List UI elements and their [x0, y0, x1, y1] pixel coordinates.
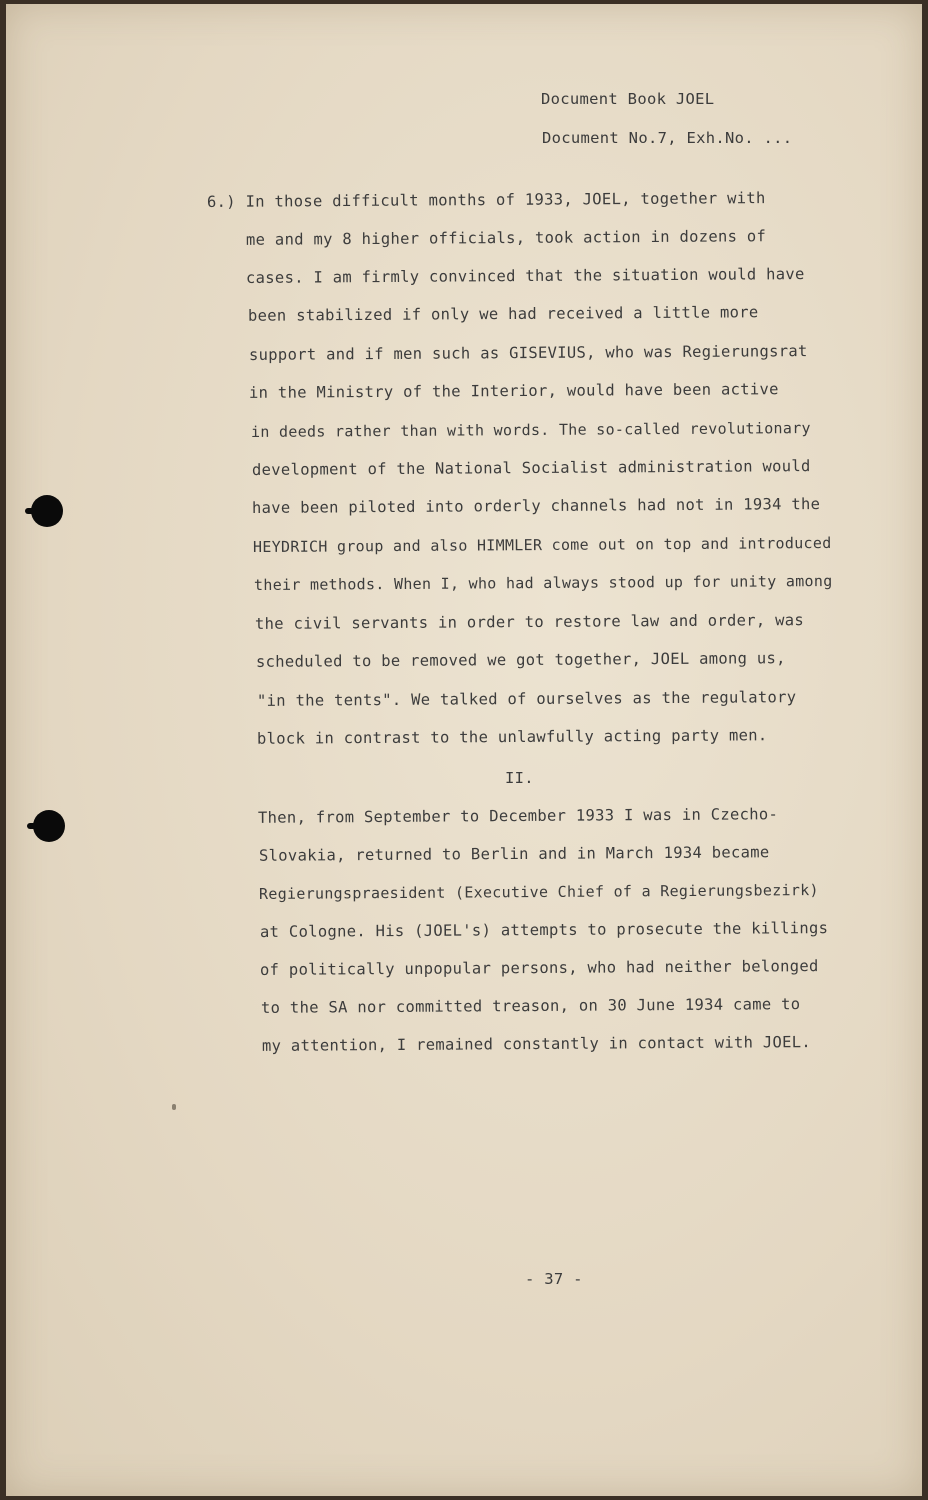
text-line: have been piloted into orderly channels had not in 1934 the: [251, 495, 821, 517]
text-line: in the Ministry of the Interior, would have been active: [248, 380, 779, 402]
text-line: block in contrast to the unlawfully acting party men.: [256, 726, 768, 748]
text-line: in deeds rather than with words. The so-called revolutionary: [250, 419, 811, 441]
header-document-number: Document No.7, Exh.No. ...: [542, 129, 793, 147]
text-line: "in the tents". We talked of ourselves as the regulatory: [256, 688, 797, 710]
text-line: scheduled to be removed we got together, JOEL among us,: [255, 649, 786, 671]
text-line: been stabilized if only we had received a little more: [247, 303, 759, 325]
section-heading: II.: [505, 769, 534, 787]
text-line: Regierungspraesident (Executive Chief of a Regierungsbezirk): [258, 881, 819, 903]
text-line: 6.) In those difficult months of 1933, JOEL, together with: [206, 189, 766, 211]
punch-hole: [31, 495, 63, 527]
text-line: Slovakia, returned to Berlin and in March 1934 became: [258, 843, 770, 865]
text-line: me and my 8 higher officials, took action in dozens of: [245, 227, 767, 249]
paper-speck: [172, 1104, 176, 1110]
text-line: to the SA nor committed treason, on 30 June 1934 came to: [260, 995, 801, 1017]
punch-hole: [33, 810, 65, 842]
text-line: of politically unpopular persons, who had neither belonged: [259, 957, 819, 979]
text-line: cases. I am firmly convinced that the situation would have: [245, 265, 805, 287]
header-document-book: Document Book JOEL: [541, 90, 715, 108]
text-line: the civil servants in order to restore law and order, was: [254, 611, 805, 633]
text-line: their methods. When I, who had always stood up for unity among: [253, 571, 833, 595]
page-number: - 37 -: [525, 1270, 583, 1288]
document-page: [6, 4, 922, 1496]
text-line: at Cologne. His (JOEL's) attempts to prosecute the killings: [259, 919, 829, 941]
text-line: my attention, I remained constantly in contact with JOEL.: [261, 1033, 812, 1055]
text-line: Then, from September to December 1933 I was in Czecho-: [257, 805, 779, 827]
text-line: support and if men such as GISEVIUS, who was Regierungsrat: [248, 342, 808, 364]
text-line: HEYDRICH group and also HIMMLER come out on top and introduced: [252, 533, 832, 557]
text-line: development of the National Socialist administration would: [251, 457, 811, 479]
